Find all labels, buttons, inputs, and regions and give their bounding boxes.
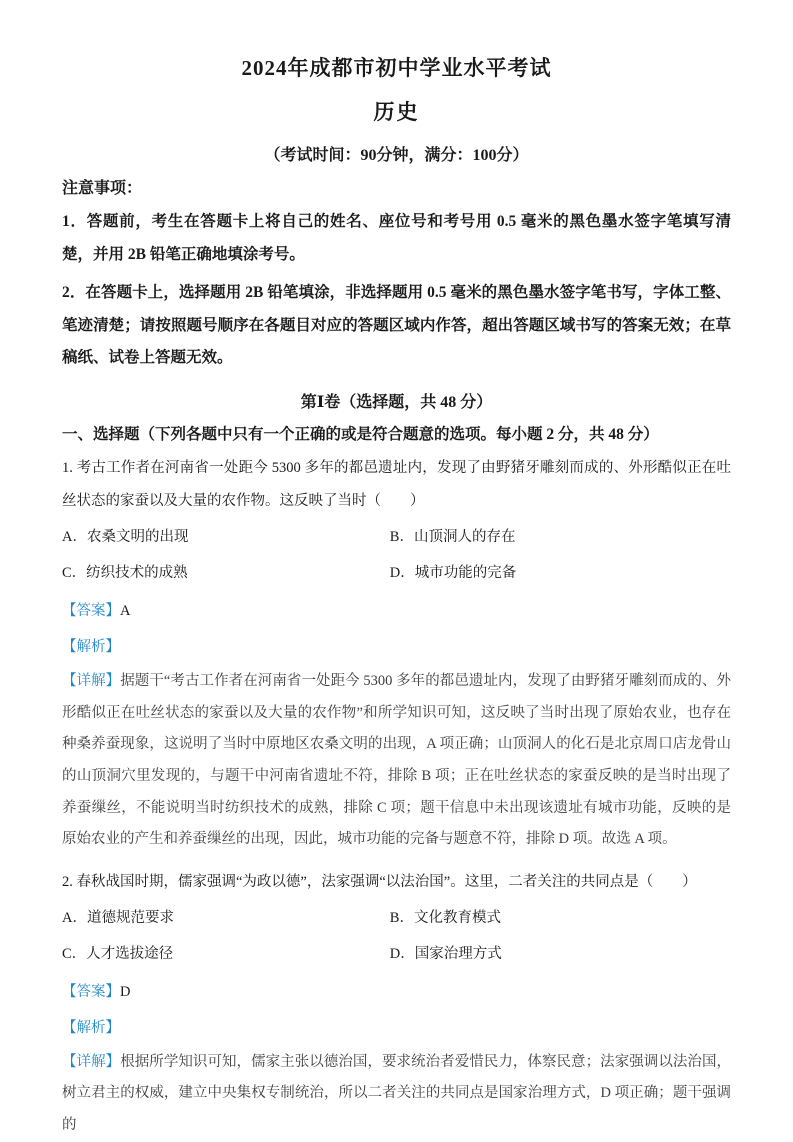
detail-tag: 【详解】 <box>62 1053 121 1070</box>
question-2-option-b: B．文化教育模式 <box>389 910 501 927</box>
question-2-stem: 2. 春秋战国时期，儒家强调“为政以德”，法家强调“以法治国”。这里，二者关注的共同点是（ ） <box>62 873 697 890</box>
option-row <box>62 520 731 556</box>
option-row <box>62 556 731 592</box>
question-1-option-b: B．山顶洞人的存在 <box>389 529 516 546</box>
detail-tag: 【详解】 <box>62 673 121 690</box>
question-1 <box>62 452 731 856</box>
exam-time-score-info: （考试时间：90分钟，满分：100分） <box>264 147 529 164</box>
question-2-detail-paragraph <box>62 1047 731 1142</box>
answer-tag: 【答案】 <box>62 603 120 620</box>
answer-tag: 【答案】 <box>62 984 120 1001</box>
answer-value: D <box>120 984 131 1001</box>
question-1-option-a: A．农桑文明的出现 <box>62 529 189 546</box>
analysis-tag: 【解析】 <box>62 638 120 655</box>
part-title: 一、选择题（下列各题中只有一个正确的或是符合题意的选项。每小题 2 分，共 48 分） <box>62 425 659 443</box>
question-1-option-d: D．城市功能的完备 <box>389 564 517 581</box>
question-2-option-a: A．道德规范要求 <box>62 910 174 927</box>
notice-item-1: 1．答题前，考生在答题卡上将自己的姓名、座位号和考号用 0.5 毫米的黑色墨水签字笔填写清楚，并用 2B 铅笔正确地填涂考号。 <box>62 213 731 263</box>
question-2 <box>62 866 731 1142</box>
question-1-answer-line <box>62 595 731 628</box>
detail-text: 根据所学知识可知，儒家主张以德治国，要求统治者爱惜民力，体察民意；法家强调以法治国，树立君主的权威，建立中央集权专制统治，所以二者关注的共同点是国家治理方式，D 项正确；题干强调的 <box>62 1053 732 1134</box>
question-2-analysis-line <box>62 1012 731 1045</box>
question-1-detail-paragraph <box>62 666 731 856</box>
section-title: 第Ⅰ卷（选择题，共 48 分） <box>300 393 493 411</box>
question-2-answer-line <box>62 976 731 1009</box>
question-1-analysis-line <box>62 631 731 664</box>
question-1-option-c: C．纺织技术的成熟 <box>62 564 188 581</box>
option-row <box>62 937 731 973</box>
question-1-stem: 1. 考古工作者在河南省一处距今 5300 多年的都邑遗址内，发现了由野猪牙雕刻而成的、外形酷似正在吐丝状态的家蚕以及大量的农作物。这反映了当时（ ） <box>62 459 731 510</box>
notice-heading: 注意事项： <box>62 180 143 197</box>
question-2-options <box>62 901 731 972</box>
option-row <box>62 901 731 937</box>
exam-subject: 历史 <box>373 100 420 124</box>
exam-title: 2024年成都市初中学业水平考试 <box>241 56 552 80</box>
detail-text: 据题干“考古工作者在河南省一处距今 5300 多年的都邑遗址内，发现了由野猪牙雕刻而成的、外形酷似正在吐丝状态的家蚕以及大量的农作物”和所学知识可知，这反映了当时出现了原始农业，也存在种桑养蚕现象，这说明了当时中原地区农桑文明的出现，A 项正确；山顶洞人的化石是北京周口店龙骨山的山顶洞穴里发现的，与题干中河南省遗址不符，排除 B 项；正在吐丝状态的家蚕反映的是当时出现了养蚕缫丝，不能说明当时纺织技术的成熟，排除 C 项；题干信息中未出现该遗址有城市功能，反映的是原始农业的产生和养蚕缫丝的出现，因此，城市功能的完备与题意不符，排除 D 项。故选 A 项。 <box>62 673 731 848</box>
question-2-option-c: C．人才选拔途径 <box>62 945 174 962</box>
question-2-option-d: D．国家治理方式 <box>389 945 502 962</box>
question-1-options <box>62 520 731 591</box>
notice-item-2: 2．在答题卡上，选择题用 2B 铅笔填涂，非选择题用 0.5 毫米的黑色墨水签字笔书写，字体工整、笔迹清楚；请按照题号顺序在各题目对应的答题区域内作答，超出答题区域书写的答案无效；在草稿纸、试卷上答题无效。 <box>62 284 731 367</box>
analysis-tag: 【解析】 <box>62 1019 120 1036</box>
answer-value: A <box>120 603 131 620</box>
